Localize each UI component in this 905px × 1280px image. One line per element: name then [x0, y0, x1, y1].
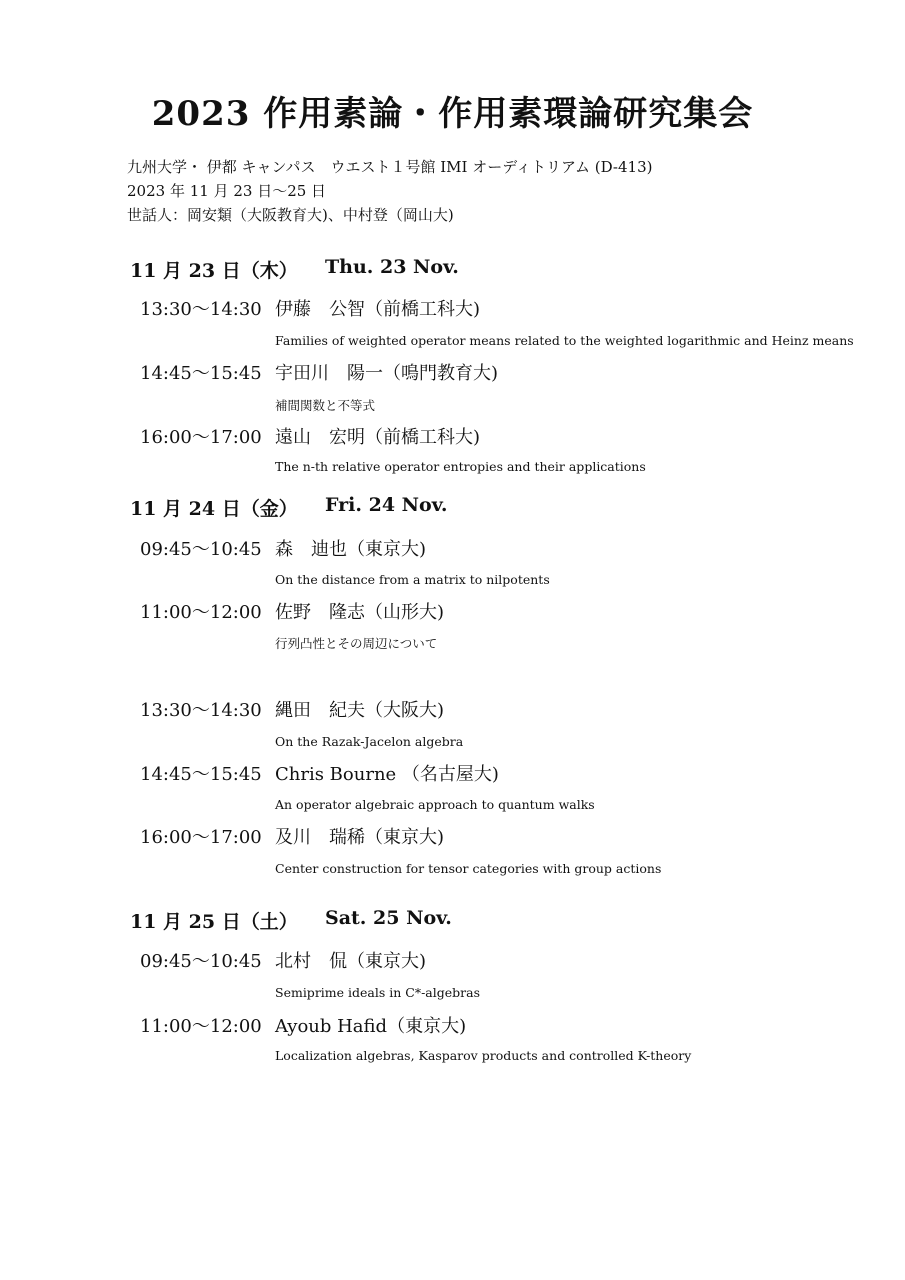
- talk-title: On the Razak-Jacelon algebra: [275, 734, 464, 749]
- talk-speaker: 森 迪也（東京大): [275, 539, 427, 560]
- talk-speaker: Chris Bourne （名古屋大): [275, 764, 499, 785]
- talk-speaker: 縄田 紀夫（大阪大): [275, 700, 445, 721]
- talk-title: Center construction for tensor categories with group actions: [275, 861, 662, 876]
- talk-title: On the distance from a matrix to nilpotents: [275, 572, 550, 587]
- venue-line: 九州大学・ 伊都 キャンパス ウエスト１号館 IMI オーディトリアム (D-413): [127, 158, 653, 176]
- talk-speaker: 宇田川 陽一（鳴門教育大): [275, 363, 499, 384]
- talk-speaker: 佐野 隆志（山形大): [275, 602, 445, 623]
- talk-time: 11:00〜12:00: [140, 1016, 262, 1037]
- talk-time: 14:45〜15:45: [140, 363, 262, 384]
- talk-speaker: 遠山 宏明（前橋工科大): [275, 427, 481, 448]
- talk-title: The n-th relative operator entropies and their applications: [275, 459, 646, 474]
- talk-speaker: 及川 瑞稀（東京大): [275, 827, 445, 848]
- talk-title: 補間関数と不等式: [275, 398, 376, 413]
- talk-speaker: 北村 侃（東京大): [275, 951, 427, 972]
- talk-time: 14:45〜15:45: [140, 764, 262, 785]
- day-heading: [130, 907, 452, 934]
- day-date-en: Sat. 25 Nov.: [325, 907, 452, 929]
- talk-speaker: Ayoub Hafid（東京大): [275, 1016, 467, 1037]
- talk-title: Families of weighted operator means related to the weighted logarithmic and Heinz means: [275, 333, 854, 348]
- talk-title: 行列凸性とその周辺について: [275, 636, 438, 651]
- talk-title: An operator algebraic approach to quantum walks: [275, 797, 595, 812]
- talk-speaker: 伊藤 公智（前橋工科大): [275, 299, 481, 320]
- talk-title: Semiprime ideals in C*-algebras: [275, 985, 480, 1000]
- day-date-jp: 11 月 25 日（土）: [130, 911, 298, 933]
- day-heading: [130, 256, 459, 283]
- day-date-en: Fri. 24 Nov.: [325, 494, 448, 516]
- talk-title: Localization algebras, Kasparov products and controlled K-theory: [275, 1048, 692, 1063]
- talk-time: 09:45〜10:45: [140, 951, 262, 972]
- talk-time: 11:00〜12:00: [140, 602, 262, 623]
- day-date-jp: 11 月 23 日（木）: [130, 260, 298, 282]
- day-date-en: Thu. 23 Nov.: [325, 256, 459, 278]
- talk-time: 13:30〜14:30: [140, 299, 262, 320]
- talk-time: 09:45〜10:45: [140, 539, 262, 560]
- organizers-line: 世話人：岡安類（大阪教育大)、中村登（岡山大): [127, 206, 454, 224]
- page-title: 2023 作用素論・作用素環論研究集会: [151, 94, 754, 134]
- dates-line: 2023 年 11 月 23 日〜25 日: [127, 182, 327, 200]
- day-date-jp: 11 月 24 日（金）: [130, 498, 298, 520]
- talk-time: 16:00〜17:00: [140, 427, 262, 448]
- talk-time: 13:30〜14:30: [140, 700, 262, 721]
- talk-time: 16:00〜17:00: [140, 827, 262, 848]
- day-heading: [130, 494, 448, 521]
